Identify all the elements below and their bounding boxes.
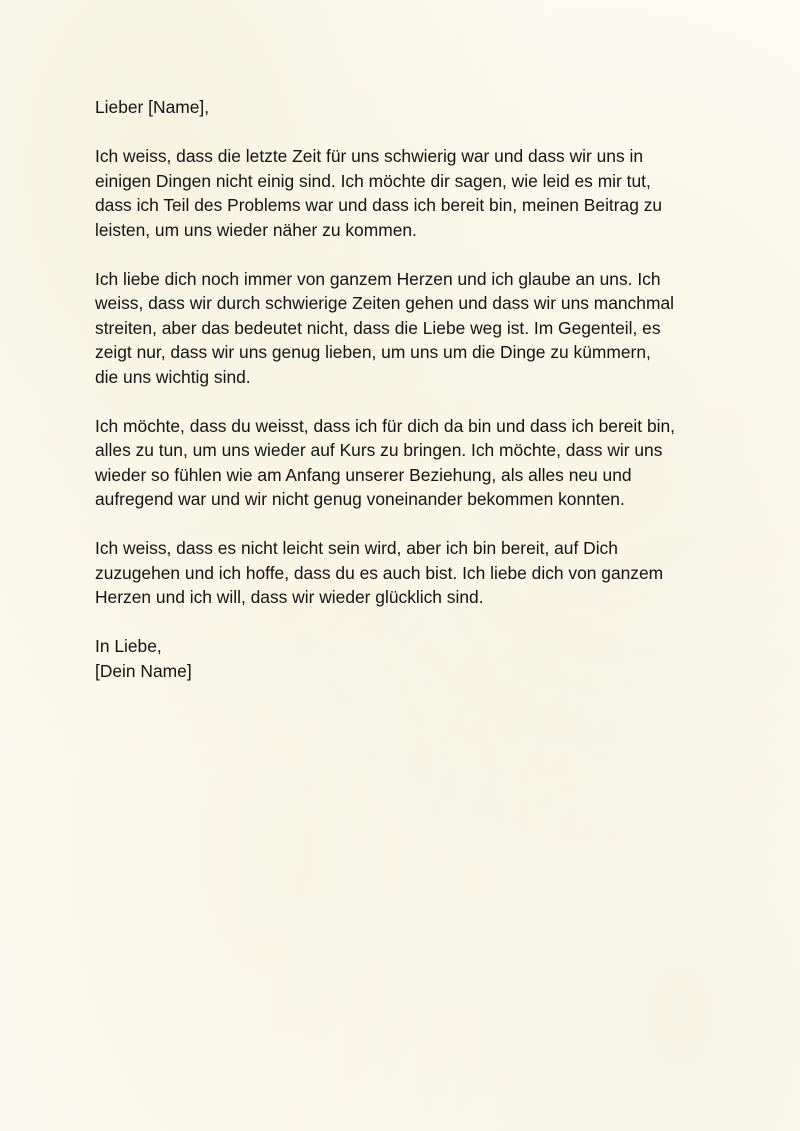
- letter-salutation: Lieber [Name],: [95, 97, 210, 117]
- letter-paragraph-1: Ich weiss, dass die letzte Zeit für uns schwierig war und dass wir uns in einigen Dingen nicht einig sind. Ich möchte dir sagen, wie leid es mir tut, dass ich Teil des Problems war und dass ich bereit bin, meinen Beitrag zu leisten, um uns wieder näher zu kommen.: [95, 146, 663, 240]
- letter-closing: In Liebe,: [95, 636, 162, 656]
- letter-body: [95, 95, 735, 683]
- letter-paragraph-4: Ich weiss, dass es nicht leicht sein wird, aber ich bin bereit, auf Dich zuzugehen und ich hoffe, dass du es auch bist. Ich liebe dich von ganzem Herzen und ich will, dass wir wieder glücklich sind.: [95, 538, 664, 607]
- letter-paragraph-3: Ich möchte, dass du weisst, dass ich für dich da bin und dass ich bereit bin, alles zu tun, um uns wieder auf Kurs zu bringen. Ich möchte, dass wir uns wieder so fühlen wie am Anfang unserer Beziehung, als alles neu und aufregend war und wir nicht genug voneinander bekommen konnten.: [95, 415, 675, 509]
- letter-paragraph-2: Ich liebe dich noch immer von ganzem Herzen und ich glaube an uns. Ich weiss, dass wir durch schwierige Zeiten gehen und dass wir uns manchmal streiten, aber das bedeutet nicht, dass die Liebe weg ist. Im Gegenteil, es zeigt nur, dass wir uns genug lieben, um uns um die Dinge zu kümmern, die uns wichtig sind.: [95, 268, 674, 387]
- letter-signature: [Dein Name]: [95, 660, 192, 681]
